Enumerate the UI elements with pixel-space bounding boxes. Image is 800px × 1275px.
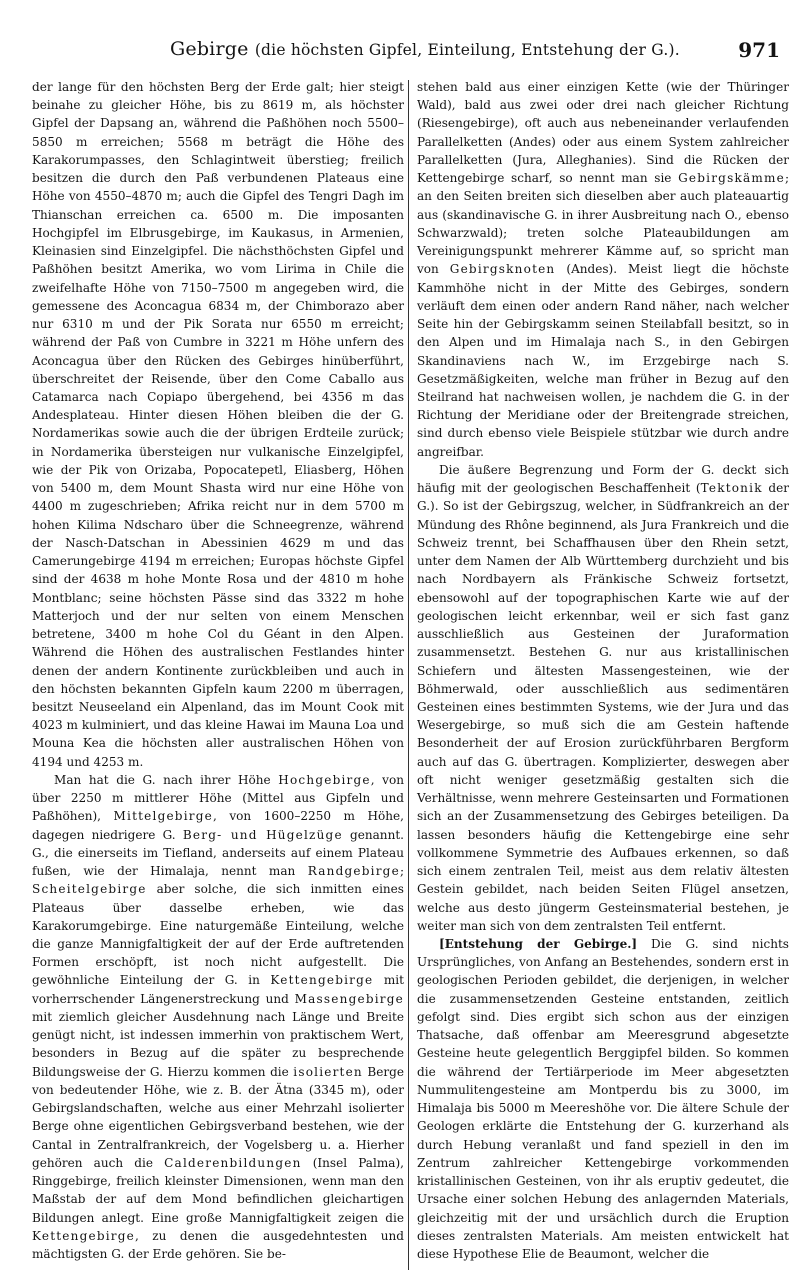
term-kettengebirge: Kettengebirge — [32, 1228, 135, 1243]
running-header — [32, 38, 780, 68]
term-berg-und-huegelzuege: Berg- und Hügelzüge — [182, 827, 343, 842]
paragraph-text: , von 1600–2250 m Höhe, dagegen niedrigere G. — [32, 809, 404, 842]
paragraph-text: ; — [399, 864, 404, 879]
paragraph-text: mit vorherrschender Längenerstreckung und — [32, 973, 404, 1006]
term-calderenbildungen: Calderenbildungen — [164, 1155, 302, 1170]
paragraph-text: (Andes). Meist liegt die höchste Kammhöhe nicht in der Mitte des Gebirges, sondern verläuft dem einen oder andern Rand näher, nach welcher Seite hin der Gebirgskamm seinen Steilabfall besitzt, so in den Alpen und im Himalaja nach S., in den Gebirgen Skandinaviens nach W., im Erzgebirge nach S. Gesetzmäßigkeiten, welche man früher in Bezug auf den Steilrand hat nachweisen wollen, je nachdem die G. in der Richtung der Meridiane oder der Breitengrade streichen, sind durch ebenso viele Beispiele stützbar wie durch andre angreifbar. — [417, 262, 789, 459]
term-tektonik: Tektonik — [700, 481, 763, 496]
left-column — [32, 78, 404, 1263]
paragraph-text: Die G. sind nichts Ursprüngliches, von Anfang an Bestehendes, sondern erst in geologischen Perioden gebildet, die derjenigen, in welcher die zusammensetzenden Gesteine entstanden, zeitlich gefolgt sind. Dies ergibt sich schon aus der einzigen Thatsache, daß offenbar am Meeresgrund abgesetzte Gesteine heute gelegentlich Berggipfel bilden. So kommen die während der Tertiärperiode im Meer abgesetzten Nummulitengesteine am Montperdu bis zu 3000, im Himalaja bis 5000 m Meereshöhe vor. Die ältere Schule der Geologen erklärte die Entstehung der G. kurzerhand als durch Hebung veranlaßt und fand speziell in den im Zentrum zahlreicher Kettengebirge vorkommenden kristallinischen Gesteinen, von ihr als eruptiv gedeutet, die Ursache einer solchen Hebung des anlagernden Materials, gleichzeitig mit der und ursächlich durch die Eruption dieses zentralsten Materials. Am meisten entwickelt hat diese Hypothese Elie de Beaumont, welcher die — [417, 937, 789, 1261]
section-heading: [Entstehung der Gebirge.] — [439, 937, 638, 952]
term-gebirgsknoten: Gebirgsknoten — [449, 262, 556, 277]
paragraph-text: , von über 2250 m mittlerer Höhe (Mittel aus Gipfeln und Paßhöhen), — [32, 772, 404, 824]
page-number: 971 — [738, 38, 780, 62]
header-title-subtitle: (die höchsten Gipfel, Einteilung, Entstehung der G.). — [254, 41, 680, 59]
paragraph-text: genannt. G., die einerseits im Tiefland, anderseits auf einem Plateau fußen, wie der Himalaja, nennt man — [32, 827, 404, 879]
paragraph-text: aber solche, die sich inmitten eines Plateaus über dasselbe erheben, wie das Karakorumgebirge. Eine naturgemäße Einteilung, welche die ganze Mannigfaltigkeit der auf der Erde auftretenden Formen erschöpft, ist noch nicht aufgestellt. Die gewöhnliche Einteilung der G. in — [32, 882, 404, 988]
term-kettengebirge: Kettengebirge — [270, 973, 374, 988]
term-mittelgebirge: Mittelgebirge — [113, 809, 213, 824]
term-randgebirge: Randgebirge — [307, 864, 400, 879]
paragraph-classification — [32, 771, 404, 1263]
paragraph-text: Die äußere Begrenzung und Form der G. deckt sich häufig mit der geologischen Beschaffenheit ( — [417, 462, 789, 496]
paragraph-text: Man hat die G. nach ihrer Höhe — [54, 772, 279, 787]
right-column — [417, 78, 789, 1263]
paragraph-text: der lange für den höchsten Berg der Erde galt; hier steigt beinahe zu gleicher Höhe, bis zu 8619 m, als höchster Gipfel der Dapsang an, während die Paßhöhen noch 5500–5850 m erreichen; 5568 m beträgt die Höhe des Karakorumpasses, den Schlagintweit überstieg; freilich besitzen die durch den Paß verbundenen Plateaus eine Höhe von 4550–4870 m; auch die Gipfel des Tengri Dagh im Thianschan erreichen ca. 6500 m. Die imposanten Hochgipfel im Elbrusgebirge, im Kaukasus, in Armenien, Kleinasien sind Einzelgipfel. Die nächsthöchsten Gipfel und Paßhöhen besitzt Amerika, wo vom Lirima in Chile die zweifelhafte Höhe von 7150–7500 m angegeben wird, die gemessene des Aconcagua 6834 m, der Chimborazo aber nur 6310 m und der Pik Sorata nur 6550 m erreicht; während der Paß von Cumbre in 3221 m Höhe unfern des Aconcagua über den Rücken des Gebirges hinüberführt, überschreitet der Reisende, über den Come Caballo aus Catamarca nach Copiapo übergehend, bei 4356 m das Andesplateau. Hinter diesen Höhen bleiben die der G. Nordamerikas sowie auch die der übrigen Erdteile zurück; in Nordamerika übersteigen nur vulkanische Einzelgipfel, wie der Pik von Orizaba, Popocatepetl, Eliasberg, Höhen von 5400 m, dem Mount Shasta wird nur eine Höhe von 4400 m zugeschrieben; Afrika reicht nur in dem 5700 m hohen Kilima Ndscharo über die Schneegrenze, während der Nasch-Datschan in Abessinien 4629 m und das Camerungebirge 4194 m erreichen; Europas höchste Gipfel sind der 4638 m hohe Monte Rosa und der 4810 m hohe Montblanc; seine höchsten Pässe sind das 3322 m hohe Matterjoch und der nur selten von einem Menschen betretene, 3400 m hohe Col du Géant in den Alpen. Während die Höhen des australischen Festlandes hinter denen der andern Kontinente zurückbleiben und auch in den höchsten bekannten Gipfeln kaum 2200 m überragen, besitzt Neuseeland ein Alpenland, das im Mount Cook mit 4023 m kulminiert, und das kleine Hawai im Mauna Loa und Mouna Kea die höchsten aller australischen Höhen von 4194 und 4253 m. — [32, 80, 404, 769]
paragraph-highest-peaks — [32, 78, 404, 771]
header-title — [170, 38, 680, 60]
paragraph-text: Berge von bedeutender Höhe, wie z. B. der Ätna (3345 m), oder Gebirgslandschaften, welche aus einer Mehrzahl isolierter Berge ohne eigentlichen Gebirgsverband bestehen, wie der Cantal in Zentralfrankreich, der Vogelsberg u. a. Hierher gehören auch die — [32, 1064, 404, 1170]
paragraph-origin — [417, 935, 789, 1263]
paragraph-text: mit ziemlich gleicher Ausdehnung nach Länge und Breite genügt nicht, ist indessen immerhin von praktischem Wert, besonders in Bezug auf die später zu besprechende Bildungsweise der G. Hierzu kommen die — [32, 1009, 404, 1079]
column-divider — [408, 80, 409, 1270]
header-title-main: Gebirge — [170, 38, 249, 60]
term-isolierten: isolierten — [293, 1064, 363, 1079]
paragraph-text: , zu denen die ausgedehntesten und mächtigsten G. der Erde gehören. Sie be- — [32, 1228, 404, 1261]
paragraph-text: (Insel Palma), Ringgebirge, freilich kleinster Dimensionen, wenn man den Maßstab der auf dem Mond befindlichen gleichartigen Bildungen anlegt. Eine große Mannigfaltigkeit zeigen die — [32, 1155, 404, 1225]
paragraph-text: ; an den Seiten breiten sich dieselben aber auch plateauartig aus (skandinavische G. in ihrer Ausbreitung nach O., ebenso Schwarzwald); treten solche Plateaubildungen am Vereinigungspunkt mehrerer Kämme auf, so spricht man von — [417, 171, 789, 277]
term-scheitelgebirge: Scheitelgebirge — [32, 882, 147, 897]
paragraph-text: stehen bald aus einer einzigen Kette (wie der Thüringer Wald), bald aus zwei oder drei nach gleicher Richtung (Riesengebirge), oft auch aus nebeneinander verlaufenden Parallelketten (Andes) oder aus einem System zahlreicher Parallelketten (Jura, Alleghanies). Sind die Rücken der Kettengebirge scharf, so nennt man sie — [417, 80, 789, 186]
term-hochgebirge: Hochgebirge — [278, 772, 371, 787]
term-gebirgskaemme: Gebirgskämme — [678, 171, 785, 186]
paragraph-text: der G.). So ist der Gebirgszug, welcher, in Südfrankreich an der Mündung des Rhône beginnend, als Jura Frankreich und die Schweiz trennt, bei Schaffhausen über den Rhein setzt, unter dem Namen der Alb Württemberg durchzieht und bis nach Nordbayern als Fränkische Schweiz fortsetzt, ebensowohl auf der topographischen Karte wie auf der geologischen leicht erkennbar, weil er sich fast ganz ausschließlich aus Gesteinen der Juraformation zusammensetzt. Bestehen G. nur aus kristallinischen Schiefern und ältesten Massengesteinen, wie der Böhmerwald, oder ausschließlich aus sedimentären Gesteinen eines bestimmten Systems, wie der Jura und das Wesergebirge, so muß sich die am Gestein haftende Besonderheit der auf Erosion zurückführbaren Bergform auch auf das G. übertragen. Komplizierter, deswegen aber oft nicht weniger gesetzmäßig gestalten sich die Verhältnisse, wenn mehrere Gesteinsarten und Formationen sich an der Zusammensetzung des Gebirges beteiligen. Da lassen besonders häufig die Kettengebirge eine sehr vollkommene Symmetrie des Aufbaues erkennen, so daß sich einem zentralen Teil, meist aus dem relativ ältesten Gestein gebildet, nach beiden Seiten Flügel ansetzen, welche aus desto jüngerm Gesteinsmaterial bestehen, je weiter man sich von dem zentralsten Teil entfernt. — [417, 481, 789, 933]
paragraph-chain-mountains — [417, 78, 789, 461]
term-massengebirge: Massengebirge — [294, 991, 404, 1006]
paragraph-tectonics — [417, 461, 789, 935]
